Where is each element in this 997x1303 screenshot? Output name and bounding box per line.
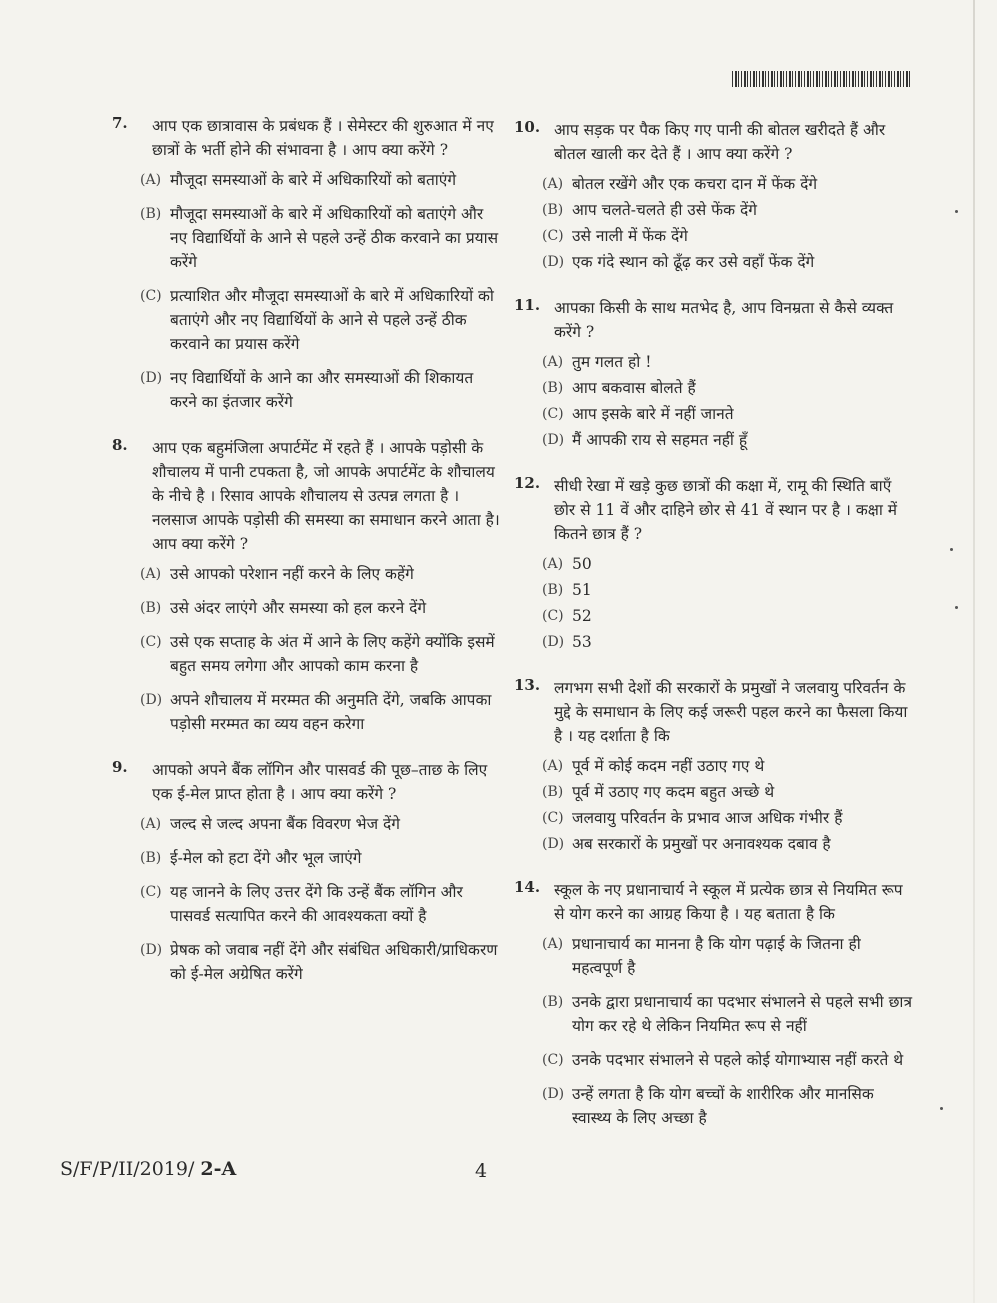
question-number: 11. xyxy=(514,296,541,314)
booklet-series: 2-A xyxy=(200,1158,237,1180)
question-number: 14. xyxy=(514,878,541,896)
options-list xyxy=(542,172,914,274)
option-label: (B) xyxy=(542,994,564,1010)
option-c xyxy=(542,806,914,830)
option-label: (B) xyxy=(542,380,564,396)
question-text: लगभग सभी देशों की सरकारों के प्रमुखों ने जलवायु परिवर्तन के मुद्दे के समाधान के लिए कई जरूरी पहल करने का फैसला किया है । यह दर्शाता है कि xyxy=(554,679,908,745)
option-text: तुम गलत हो ! xyxy=(572,353,652,371)
option-d xyxy=(542,250,914,274)
option-text: ई-मेल को हटा देंगे और भूल जाएंगे xyxy=(170,849,362,867)
options-list xyxy=(542,350,914,452)
option-label: (A) xyxy=(542,176,564,192)
option-text: उसे नाली में फेंक देंगे xyxy=(572,227,688,245)
option-label: (A) xyxy=(542,556,564,572)
option-label: (C) xyxy=(542,608,564,624)
option-d xyxy=(140,366,502,414)
options-list xyxy=(140,562,502,736)
option-text: प्रत्याशित और मौजूदा समस्याओं के बारे में अधिकारियों को बताएंगे और नए विद्यार्थियों के आने से पहले उन्हें ठीक करवाने का प्रयास करेंगे xyxy=(170,287,494,353)
question-13 xyxy=(514,676,914,856)
left-column xyxy=(112,114,502,1008)
option-text: उनके पदभार संभालने से पहले कोई योगाभ्यास नहीं करते थे xyxy=(572,1051,904,1069)
option-a xyxy=(542,754,914,778)
option-label: (D) xyxy=(542,1086,565,1102)
option-c xyxy=(542,402,914,426)
option-text: प्रेषक को जवाब नहीं देंगे और संबंधित अधिकारी/प्राधिकरण को ई-मेल अग्रेषित करेंगे xyxy=(170,941,498,983)
option-label: (C) xyxy=(542,406,564,422)
option-d xyxy=(542,1082,914,1130)
options-list xyxy=(140,812,502,986)
scan-speck xyxy=(955,606,958,609)
booklet-code-prefix: S/F/P/II/2019/ xyxy=(60,1158,201,1180)
option-label: (D) xyxy=(140,942,163,958)
option-label: (D) xyxy=(542,254,565,270)
option-text: जल्द से जल्द अपना बैंक विवरण भेज देंगे xyxy=(170,815,400,833)
option-label: (B) xyxy=(542,202,564,218)
options-list xyxy=(542,932,914,1130)
option-c xyxy=(542,1048,914,1072)
question-number: 13. xyxy=(514,676,541,694)
option-label: (B) xyxy=(140,206,162,222)
option-b xyxy=(542,990,914,1038)
option-d xyxy=(140,688,502,736)
option-text: नए विद्यार्थियों के आने का और समस्याओं की शिकायत करने का इंतजार करेंगे xyxy=(170,369,474,411)
option-text: एक गंदे स्थान को ढूँढ़ कर उसे वहाँ फेंक देंगे xyxy=(572,253,815,271)
option-a xyxy=(542,932,914,980)
option-label: (A) xyxy=(542,936,564,952)
option-b xyxy=(542,376,914,400)
option-text: उसे अंदर लाएंगे और समस्या को हल करने देंगे xyxy=(170,599,427,617)
option-label: (C) xyxy=(542,228,564,244)
option-b xyxy=(542,198,914,222)
option-text: 51 xyxy=(572,581,592,599)
option-text: जलवायु परिवर्तन के प्रभाव आज अधिक गंभीर हैं xyxy=(572,809,843,827)
option-label: (D) xyxy=(140,370,163,386)
option-text: 53 xyxy=(572,633,592,651)
option-label: (D) xyxy=(542,634,565,650)
question-text: सीधी रेखा में खड़े कुछ छात्रों की कक्षा में, रामू की स्थिति बाएँ छोर से 11 वें और दाहिने छोर से 41 वें स्थान पर है । कक्षा में कितने छात्र हैं ? xyxy=(554,477,898,543)
option-text: उसे एक सप्ताह के अंत में आने के लिए कहेंगे क्योंकि इसमें बहुत समय लगेगा और आपको काम करना है xyxy=(170,633,495,675)
option-label: (A) xyxy=(542,354,564,370)
option-b xyxy=(140,202,502,274)
question-text: स्कूल के नए प्रधानाचार्य ने स्कूल में प्रत्येक छात्र से नियमित रूप से योग करने का आग्रह किया है । यह बताता है कि xyxy=(554,881,903,923)
option-d xyxy=(140,938,502,986)
option-a xyxy=(140,812,502,836)
option-a xyxy=(140,562,502,586)
question-number: 9. xyxy=(112,758,128,776)
option-a xyxy=(542,172,914,196)
question-text: आप एक छात्रावास के प्रबंधक हैं । सेमेस्टर की शुरुआत में नए छात्रों के भर्ती होने की संभावना है । आप क्या करेंगे ? xyxy=(152,117,494,159)
option-text: प्रधानाचार्य का मानना है कि योग पढ़ाई के जितना ही महत्वपूर्ण है xyxy=(572,935,861,977)
scan-speck xyxy=(950,548,953,551)
question-text: आप सड़क पर पैक किए गए पानी की बोतल खरीदते हैं और बोतल खाली कर देते हैं । आप क्या करेंगे ? xyxy=(554,121,886,163)
option-c xyxy=(140,284,502,356)
option-c xyxy=(542,604,914,628)
option-a xyxy=(542,350,914,374)
option-b xyxy=(542,578,914,602)
option-label: (B) xyxy=(140,850,162,866)
option-label: (C) xyxy=(140,288,162,304)
option-label: (D) xyxy=(542,836,565,852)
option-text: 50 xyxy=(572,555,592,573)
question-7 xyxy=(112,114,502,414)
options-list xyxy=(542,552,914,654)
option-b xyxy=(542,780,914,804)
option-text: अब सरकारों के प्रमुखों पर अनावश्यक दबाव है xyxy=(572,835,831,853)
barcode xyxy=(732,71,910,87)
question-12 xyxy=(514,474,914,654)
option-label: (A) xyxy=(140,816,162,832)
question-number: 7. xyxy=(112,114,128,132)
option-b xyxy=(140,596,502,620)
option-label: (D) xyxy=(140,692,163,708)
option-label: (C) xyxy=(542,810,564,826)
option-text: पूर्व में कोई कदम नहीं उठाए गए थे xyxy=(572,757,765,775)
option-label: (A) xyxy=(542,758,564,774)
option-text: पूर्व में उठाए गए कदम बहुत अच्छे थे xyxy=(572,783,775,801)
option-b xyxy=(140,846,502,870)
options-list xyxy=(542,754,914,856)
question-text: आपका किसी के साथ मतभेद है, आप विनम्रता से कैसे व्यक्त करेंगे ? xyxy=(554,299,894,341)
option-a xyxy=(542,552,914,576)
option-text: आप बकवास बोलते हैं xyxy=(572,379,696,397)
option-text: आप चलते-चलते ही उसे फेंक देंगे xyxy=(572,201,757,219)
option-text: बोतल रखेंगे और एक कचरा दान में फेंक देंगे xyxy=(572,175,818,193)
scan-speck xyxy=(955,210,958,213)
option-text: आप इसके बारे में नहीं जानते xyxy=(572,405,734,423)
option-text: मौजूदा समस्याओं के बारे में अधिकारियों को बताएंगे xyxy=(170,171,457,189)
option-c xyxy=(140,630,502,678)
option-d xyxy=(542,832,914,856)
options-list xyxy=(140,168,502,414)
booklet-code xyxy=(60,1158,236,1180)
option-text: उसे आपको परेशान नहीं करने के लिए कहेंगे xyxy=(170,565,414,583)
option-c xyxy=(140,880,502,928)
option-label: (C) xyxy=(542,1052,564,1068)
option-label: (B) xyxy=(542,582,564,598)
question-number: 10. xyxy=(514,118,541,136)
question-number: 8. xyxy=(112,436,128,454)
question-11 xyxy=(514,296,914,452)
question-14 xyxy=(514,878,914,1130)
page-number: 4 xyxy=(475,1160,488,1182)
question-8 xyxy=(112,436,502,736)
option-text: मैं आपकी राय से सहमत नहीं हूँ xyxy=(572,431,748,449)
option-d xyxy=(542,428,914,452)
option-text: यह जानने के लिए उत्तर देंगे कि उन्हें बैंक लॉगिन और पासवर्ड सत्यापित करने की आवश्यकता क्यों है xyxy=(170,883,463,925)
option-label: (B) xyxy=(542,784,564,800)
option-text: 52 xyxy=(572,607,592,625)
question-number: 12. xyxy=(514,474,541,492)
option-label: (B) xyxy=(140,600,162,616)
question-9 xyxy=(112,758,502,986)
question-10 xyxy=(514,118,914,274)
option-label: (D) xyxy=(542,432,565,448)
question-text: आपको अपने बैंक लॉगिन और पासवर्ड की पूछ–ताछ के लिए एक ई-मेल प्राप्त होता है । आप क्या करेंगे ? xyxy=(152,761,488,803)
option-c xyxy=(542,224,914,248)
right-column xyxy=(514,118,914,1152)
option-text: अपने शौचालय में मरम्मत की अनुमति देंगे, जबकि आपका पड़ोसी मरम्मत का व्यय वहन करेगा xyxy=(170,691,492,733)
option-d xyxy=(542,630,914,654)
page-edge xyxy=(973,0,975,1303)
option-label: (A) xyxy=(140,172,162,188)
option-label: (C) xyxy=(140,884,162,900)
option-text: उनके द्वारा प्रधानाचार्य का पदभार संभालने से पहले सभी छात्र योग कर रहे थे लेकिन नियमित रूप से नहीं xyxy=(572,993,913,1035)
question-text: आप एक बहुमंजिला अपार्टमेंट में रहते हैं । आपके पड़ोसी के शौचालय में पानी टपकता है, जो आपके अपार्टमेंट के शौचालय के नीचे है । रिसाव आपके शौचालय से उत्पन्न लगता है । नलसाज आपके पड़ोसी की समस्या का समाधान करने आता है। आप क्या करेंगे ? xyxy=(152,439,500,553)
option-text: मौजूदा समस्याओं के बारे में अधिकारियों को बताएंगे और नए विद्यार्थियों के आने से पहले उन्हें ठीक करवाने का प्रयास करेंगे xyxy=(170,205,499,271)
option-label: (C) xyxy=(140,634,162,650)
option-text: उन्हें लगता है कि योग बच्चों के शारीरिक और मानसिक स्वास्थ्य के लिए अच्छा है xyxy=(572,1085,874,1127)
option-a xyxy=(140,168,502,192)
scan-speck xyxy=(940,1107,943,1110)
option-label: (A) xyxy=(140,566,162,582)
